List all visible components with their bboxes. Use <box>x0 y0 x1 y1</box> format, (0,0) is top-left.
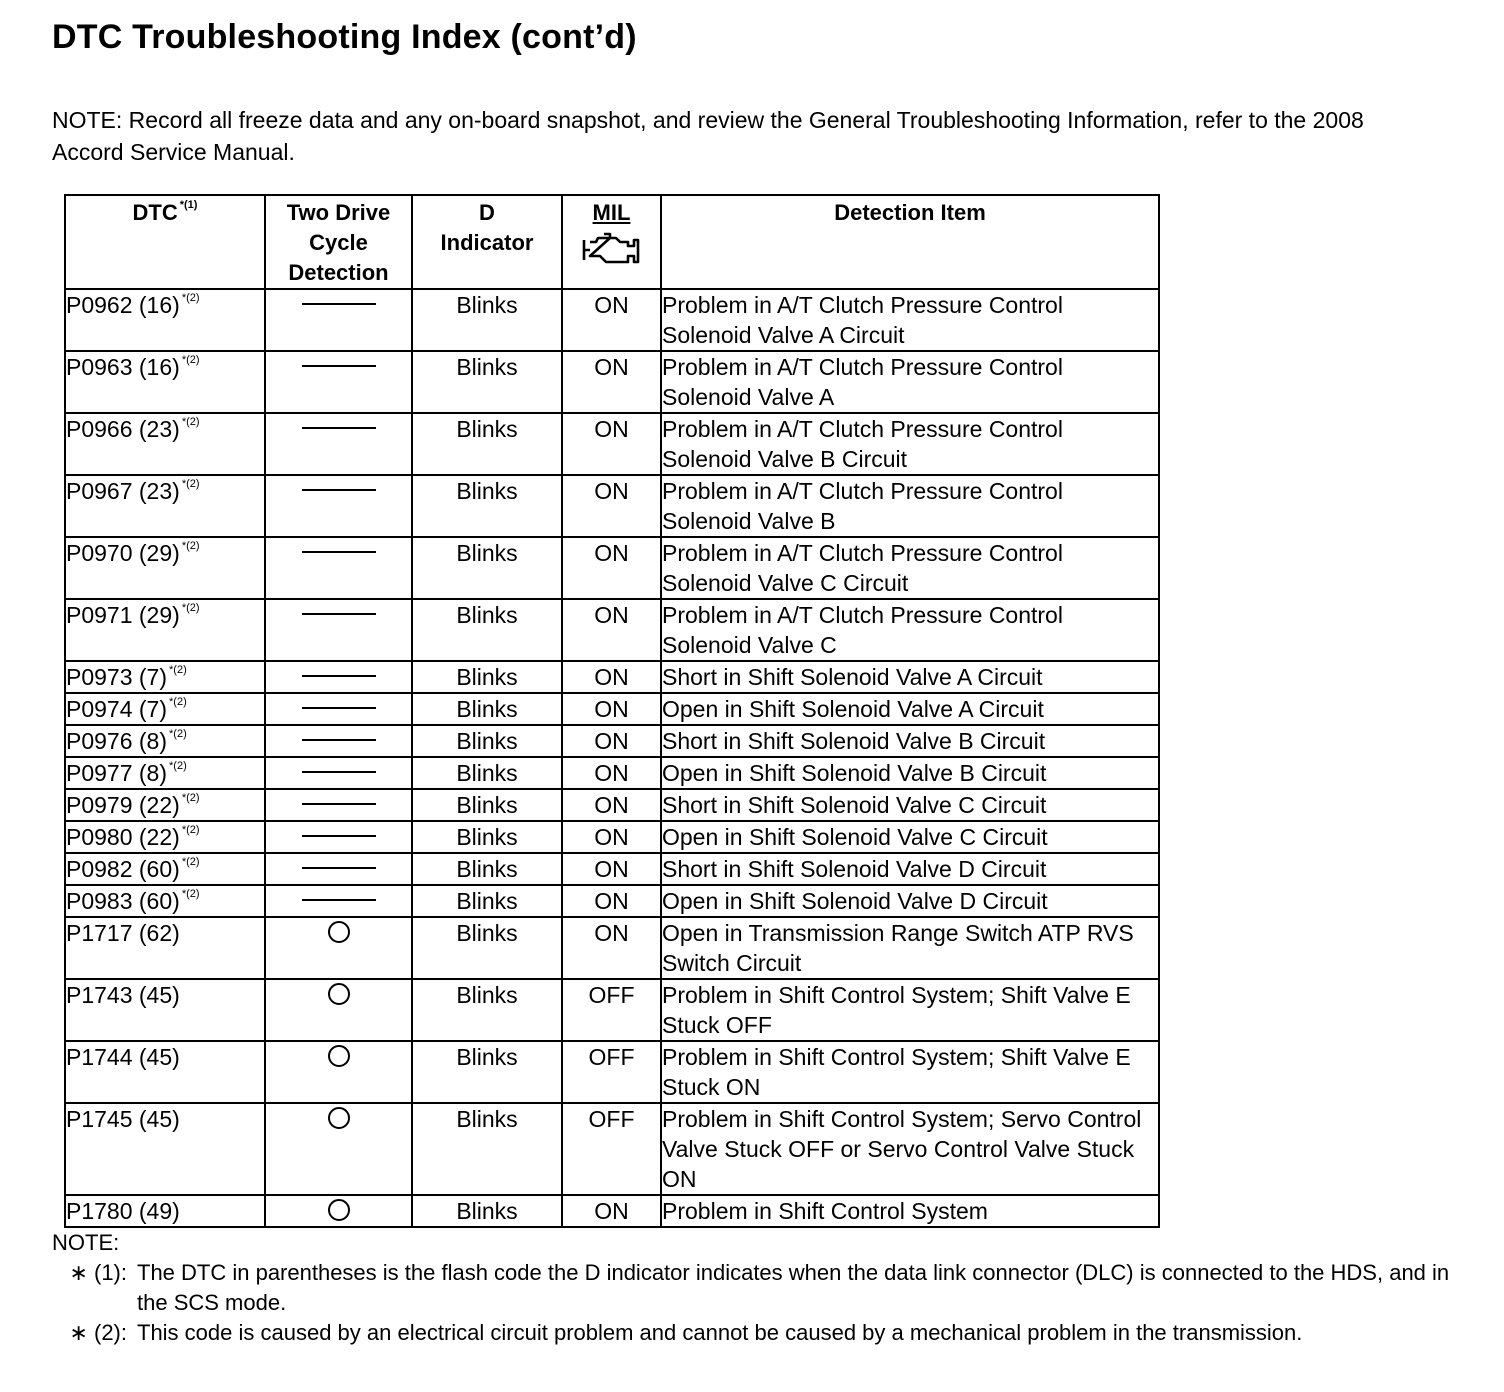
cell-two-drive <box>265 917 412 979</box>
cell-dtc <box>65 537 265 599</box>
cell-mil: ON <box>562 693 661 725</box>
cell-two-drive <box>265 289 412 351</box>
dtc-note-ref: *(2) <box>181 824 200 836</box>
cell-dtc <box>65 475 265 537</box>
cell-dtc <box>65 757 265 789</box>
cell-mil: ON <box>562 917 661 979</box>
dtc-code: P0979 (22) <box>66 792 180 818</box>
cell-detection-item: Open in Shift Solenoid Valve A Circuit <box>661 693 1159 725</box>
cell-two-drive <box>265 757 412 789</box>
cell-two-drive <box>265 821 412 853</box>
circle-mark-icon <box>328 1199 350 1221</box>
dtc-code: P0976 (8) <box>66 728 168 754</box>
cell-dtc <box>65 917 265 979</box>
cell-detection-item: Problem in Shift Control System; Shift Valve E Stuck OFF <box>661 979 1159 1041</box>
dtc-code: P1780 (49) <box>66 1198 180 1224</box>
cell-dtc <box>65 1041 265 1103</box>
dtc-code: P1744 (45) <box>66 1044 180 1070</box>
cell-mil: ON <box>562 885 661 917</box>
cell-detection-item: Problem in A/T Clutch Pressure Control Solenoid Valve C <box>661 599 1159 661</box>
dash-mark-icon <box>302 867 376 869</box>
dash-mark-icon <box>302 899 376 901</box>
cell-d-indicator: Blinks <box>412 917 562 979</box>
dtc-code: P1743 (45) <box>66 982 180 1008</box>
dtc-note-ref: *(2) <box>181 856 200 868</box>
cell-dtc <box>65 821 265 853</box>
dash-mark-icon <box>302 835 376 837</box>
circle-mark-icon <box>328 921 350 943</box>
cell-two-drive <box>265 693 412 725</box>
header-two-drive: Two Drive Cycle Detection <box>265 195 412 289</box>
cell-dtc <box>65 885 265 917</box>
dtc-code: P0962 (16) <box>66 292 180 318</box>
cell-dtc <box>65 725 265 757</box>
cell-mil: ON <box>562 351 661 413</box>
cell-detection-item: Short in Shift Solenoid Valve C Circuit <box>661 789 1159 821</box>
dtc-table <box>64 194 1160 1228</box>
header-dtc-label: DTC <box>132 200 178 225</box>
table-row <box>65 1103 1159 1195</box>
dtc-code: P0980 (22) <box>66 824 180 850</box>
cell-mil: ON <box>562 1195 661 1227</box>
dtc-code: P1745 (45) <box>66 1106 180 1132</box>
dtc-note-ref: *(2) <box>169 664 187 676</box>
table-row <box>65 289 1159 351</box>
cell-detection-item: Short in Shift Solenoid Valve A Circuit <box>661 661 1159 693</box>
cell-detection-item: Problem in Shift Control System; Servo Control Valve Stuck OFF or Servo Control Valve Stuck ON <box>661 1103 1159 1195</box>
cell-mil: ON <box>562 413 661 475</box>
dtc-code: P0977 (8) <box>66 760 168 786</box>
dash-mark-icon <box>302 427 376 429</box>
dtc-note-ref: *(2) <box>169 728 187 740</box>
footnote-text: This code is caused by an electrical circuit problem and cannot be caused by a mechanical problem in the transmission. <box>137 1320 1303 1345</box>
dash-mark-icon <box>302 739 376 741</box>
cell-two-drive <box>265 979 412 1041</box>
intro-note: NOTE: Record all freeze data and any on-board snapshot, and review the General Troubleshooting Information, refer to the 2008 Accord Service Manual. <box>52 107 1364 165</box>
header-detection: Detection Item <box>661 195 1159 289</box>
dtc-note-ref: *(2) <box>181 478 200 490</box>
cell-mil: OFF <box>562 1103 661 1195</box>
dash-mark-icon <box>302 489 376 491</box>
dtc-code: P0982 (60) <box>66 856 180 882</box>
cell-detection-item: Problem in Shift Control System; Shift Valve E Stuck ON <box>661 1041 1159 1103</box>
cell-detection-item: Short in Shift Solenoid Valve D Circuit <box>661 853 1159 885</box>
dtc-code: P0973 (7) <box>66 664 168 690</box>
cell-d-indicator: Blinks <box>412 1195 562 1227</box>
cell-detection-item: Problem in A/T Clutch Pressure Control Solenoid Valve B <box>661 475 1159 537</box>
cell-detection-item: Open in Shift Solenoid Valve C Circuit <box>661 821 1159 853</box>
circle-mark-icon <box>328 983 350 1005</box>
footnote <box>52 1258 1452 1318</box>
dtc-note-ref: *(2) <box>181 292 200 304</box>
dash-mark-icon <box>302 613 376 615</box>
footnote <box>52 1318 1452 1348</box>
table-row <box>65 853 1159 885</box>
cell-d-indicator: Blinks <box>412 725 562 757</box>
cell-d-indicator: Blinks <box>412 789 562 821</box>
dtc-note-ref: *(2) <box>181 888 200 900</box>
dtc-note-ref: *(2) <box>181 602 200 614</box>
table-row <box>65 979 1159 1041</box>
cell-d-indicator: Blinks <box>412 1103 562 1195</box>
table-row <box>65 885 1159 917</box>
dash-mark-icon <box>302 803 376 805</box>
table-row <box>65 1195 1159 1227</box>
cell-two-drive <box>265 537 412 599</box>
dtc-note-ref: *(2) <box>181 792 200 804</box>
cell-two-drive <box>265 789 412 821</box>
footnotes <box>52 1228 1452 1348</box>
cell-two-drive <box>265 351 412 413</box>
dtc-code: P0971 (29) <box>66 602 180 628</box>
dtc-code: P1717 (62) <box>66 920 180 946</box>
footnotes-heading: NOTE: <box>52 1230 120 1255</box>
cell-mil: ON <box>562 853 661 885</box>
dtc-note-ref: *(2) <box>181 416 200 428</box>
table-row <box>65 693 1159 725</box>
cell-d-indicator: Blinks <box>412 885 562 917</box>
cell-d-indicator: Blinks <box>412 1041 562 1103</box>
dtc-note-ref: *(2) <box>181 354 200 366</box>
cell-dtc <box>65 413 265 475</box>
header-mil <box>562 195 661 289</box>
cell-two-drive <box>265 661 412 693</box>
table-row <box>65 821 1159 853</box>
cell-d-indicator: Blinks <box>412 853 562 885</box>
dash-mark-icon <box>302 771 376 773</box>
dtc-note-ref: *(2) <box>181 540 200 552</box>
cell-dtc <box>65 979 265 1041</box>
cell-two-drive <box>265 885 412 917</box>
cell-d-indicator: Blinks <box>412 757 562 789</box>
cell-d-indicator: Blinks <box>412 475 562 537</box>
dtc-code: P0974 (7) <box>66 696 168 722</box>
cell-mil: ON <box>562 661 661 693</box>
dtc-note-ref: *(2) <box>169 696 187 708</box>
cell-dtc <box>65 789 265 821</box>
cell-two-drive <box>265 853 412 885</box>
table-row <box>65 725 1159 757</box>
dtc-code: P0983 (60) <box>66 888 180 914</box>
table-row <box>65 789 1159 821</box>
dash-mark-icon <box>302 551 376 553</box>
cell-d-indicator: Blinks <box>412 661 562 693</box>
cell-mil: ON <box>562 475 661 537</box>
cell-detection-item: Problem in A/T Clutch Pressure Control Solenoid Valve A Circuit <box>661 289 1159 351</box>
dtc-code: P0963 (16) <box>66 354 180 380</box>
table-row <box>65 413 1159 475</box>
cell-d-indicator: Blinks <box>412 693 562 725</box>
circle-mark-icon <box>328 1045 350 1067</box>
cell-mil: OFF <box>562 1041 661 1103</box>
cell-dtc <box>65 1195 265 1227</box>
cell-dtc <box>65 599 265 661</box>
cell-dtc <box>65 853 265 885</box>
header-dtc-note: *(1) <box>179 199 198 211</box>
circle-mark-icon <box>328 1107 350 1129</box>
cell-d-indicator: Blinks <box>412 351 562 413</box>
cell-detection-item: Open in Shift Solenoid Valve D Circuit <box>661 885 1159 917</box>
dash-mark-icon <box>302 707 376 709</box>
cell-detection-item: Open in Transmission Range Switch ATP RVS Switch Circuit <box>661 917 1159 979</box>
cell-two-drive <box>265 1103 412 1195</box>
cell-detection-item: Open in Shift Solenoid Valve B Circuit <box>661 757 1159 789</box>
table-row <box>65 661 1159 693</box>
table-header-row <box>65 195 1159 289</box>
footnote-key: ∗ (2): <box>69 1320 127 1345</box>
footnote-text: The DTC in parentheses is the flash code the D indicator indicates when the data link connector (DLC) is connected to the HDS, and in the SCS mode. <box>137 1260 1450 1315</box>
table-row <box>65 1041 1159 1103</box>
cell-two-drive <box>265 725 412 757</box>
dtc-code: P0970 (29) <box>66 540 180 566</box>
cell-d-indicator: Blinks <box>412 979 562 1041</box>
cell-detection-item: Problem in A/T Clutch Pressure Control Solenoid Valve B Circuit <box>661 413 1159 475</box>
table-row <box>65 599 1159 661</box>
cell-d-indicator: Blinks <box>412 599 562 661</box>
dash-mark-icon <box>302 365 376 367</box>
cell-detection-item: Short in Shift Solenoid Valve B Circuit <box>661 725 1159 757</box>
header-dtc <box>65 195 265 289</box>
cell-detection-item: Problem in A/T Clutch Pressure Control Solenoid Valve C Circuit <box>661 537 1159 599</box>
table-row <box>65 757 1159 789</box>
table-row <box>65 917 1159 979</box>
cell-mil: ON <box>562 821 661 853</box>
cell-mil: ON <box>562 789 661 821</box>
cell-two-drive <box>265 1195 412 1227</box>
cell-mil: ON <box>562 537 661 599</box>
header-d-indicator-label: D Indicator <box>440 200 534 255</box>
cell-mil: ON <box>562 599 661 661</box>
cell-detection-item: Problem in A/T Clutch Pressure Control Solenoid Valve A <box>661 351 1159 413</box>
cell-mil: ON <box>562 725 661 757</box>
dash-mark-icon <box>302 303 376 305</box>
header-mil-label: MIL <box>592 200 631 225</box>
cell-dtc <box>65 693 265 725</box>
cell-detection-item: Problem in Shift Control System <box>661 1195 1159 1227</box>
cell-two-drive <box>265 413 412 475</box>
footnote-key: ∗ (1): <box>69 1260 127 1285</box>
check-engine-icon <box>580 230 644 268</box>
cell-mil: OFF <box>562 979 661 1041</box>
dtc-note-ref: *(2) <box>169 760 187 772</box>
cell-dtc <box>65 351 265 413</box>
page-title: DTC Troubleshooting Index (cont’d) <box>52 18 637 56</box>
cell-d-indicator: Blinks <box>412 413 562 475</box>
dtc-code: P0966 (23) <box>66 416 180 442</box>
cell-two-drive <box>265 1041 412 1103</box>
cell-two-drive <box>265 599 412 661</box>
cell-dtc <box>65 661 265 693</box>
cell-two-drive <box>265 475 412 537</box>
dash-mark-icon <box>302 675 376 677</box>
header-d-indicator <box>412 195 562 289</box>
cell-d-indicator: Blinks <box>412 821 562 853</box>
cell-dtc <box>65 1103 265 1195</box>
table-row <box>65 351 1159 413</box>
cell-mil: ON <box>562 289 661 351</box>
cell-d-indicator: Blinks <box>412 289 562 351</box>
cell-mil: ON <box>562 757 661 789</box>
table-row <box>65 475 1159 537</box>
cell-dtc <box>65 289 265 351</box>
cell-d-indicator: Blinks <box>412 537 562 599</box>
dtc-code: P0967 (23) <box>66 478 180 504</box>
table-row <box>65 537 1159 599</box>
